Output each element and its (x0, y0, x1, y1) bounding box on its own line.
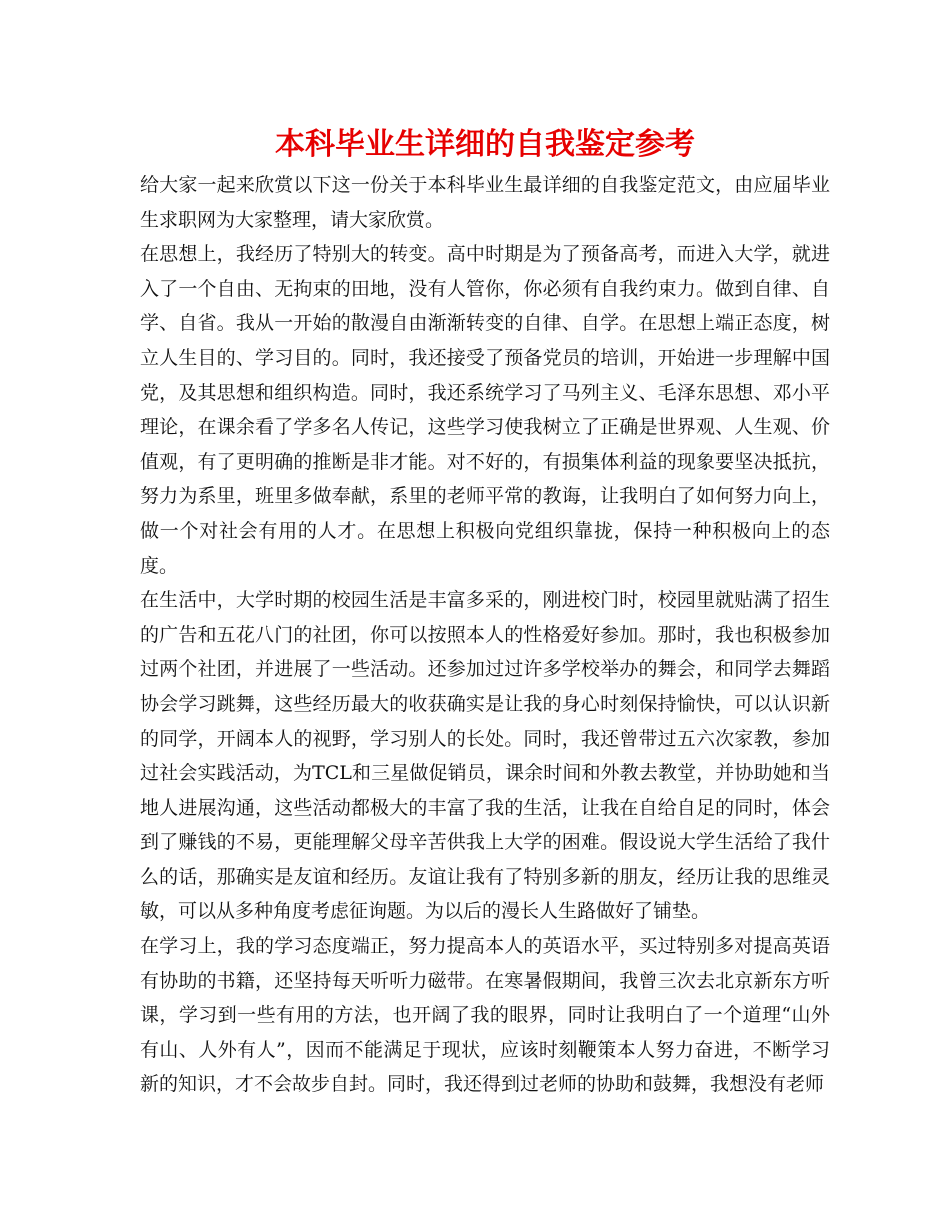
life-paragraph: 在生活中，大学时期的校园生活是丰富多采的，刚进校门时，校园里就贴满了招生的广告和五花八门的社团，你可以按照本人的性格爱好参加。那时，我也积极参加过两个社团，并进展了一些活动。还参加过过许多学校举办的舞会，和同学去舞蹈协会学习跳舞，这些经历最大的收获确实是让我的身心时刻保持愉快，可以认识新的同学，开阔本人的视野，学习别人的长处。同时，我还曾带过五六次家教，参加过社会实践活动，为TCL和三星做促销员，课余时间和外教去教堂，并协助她和当地人进展沟通，这些活动都极大的丰富了我的生活，让我在自给自足的同时，体会到了赚钱的不易，更能理解父母辛苦供我上大学的困难。假设说大学生活给了我什么的话，那确实是友谊和经历。友谊让我有了特别多新的朋友，经历让我的思维灵敏，可以从多种角度考虑征询题。为以后的漫长人生路做好了铺垫。 (140, 589, 830, 923)
ideology-paragraph: 在思想上，我经历了特别大的转变。高中时期是为了预备高考，而进入大学，就进入了一个自由、无拘束的田地，没有人管你，你必须有自我约束力。做到自律、自学、自省。我从一开始的散漫自由渐渐转变的自律、自学。在思想上端正态度，树立人生目的、学习目的。同时，我还接受了预备党员的培训，开始进一步理解中国党，及其思想和组织构造。同时，我还系统学习了马列主义、毛泽东思想、邓小平理论，在课余看了学多名人传记，这些学习使我树立了正确是世界观、人生观、价值观，有了更明确的推断是非才能。对不好的，有损集体利益的现象要坚决抵抗，努力为系里，班里多做奉献，系里的老师平常的教诲，让我明白了如何努力向上，做一个对社会有用的人才。在思想上积极向党组织靠拢，保持一种积极向上的态度。 (140, 243, 830, 577)
study-paragraph: 在学习上，我的学习态度端正，努力提高本人的英语水平，买过特别多对提高英语有协助的书籍，还坚持每天听听力磁带。在寒暑假期间，我曾三次去北京新东方听课，学习到一些有用的方法，也开阔了我的眼界，同时让我明白了一个道理“山外有山、人外有人”，因而不能满足于现状，应该时刻鞭策本人努力奋进，不断学习新的知识，才不会故步自封。同时，我还得到过老师的协助和鼓舞，我想没有老师 (140, 935, 830, 1096)
document-title: 本科毕业生详细的自我鉴定参考 (275, 127, 695, 162)
intro-paragraph: 给大家一起来欣赏以下这一份关于本科毕业生最详细的自我鉴定范文，由应届毕业生求职网为大家整理，请大家欣赏。 (140, 174, 830, 231)
document-page (140, 122, 830, 1102)
